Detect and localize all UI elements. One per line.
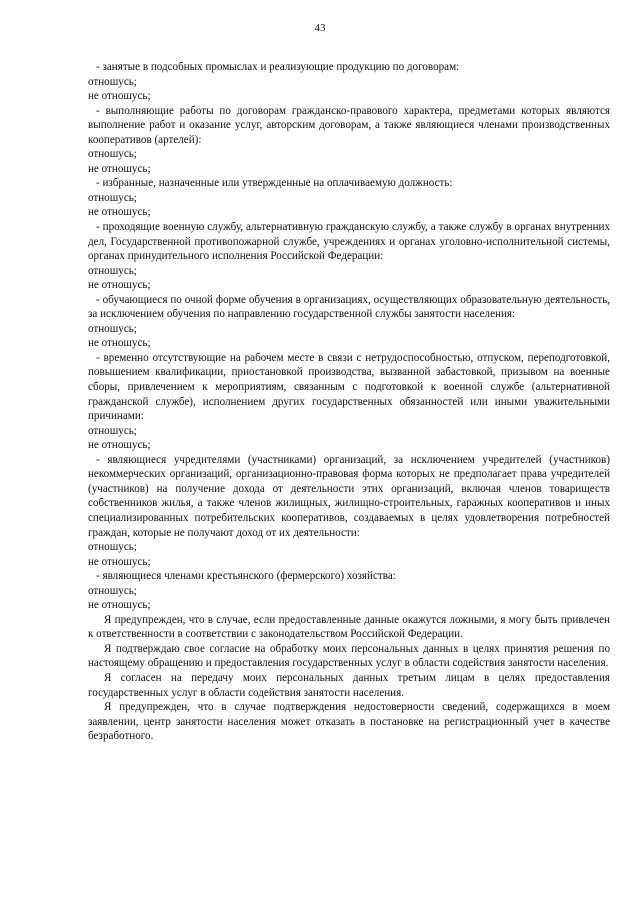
- option-not-applies: не отношусь;: [88, 162, 151, 175]
- option-not-applies: не отношусь;: [88, 206, 151, 219]
- statement-liability: Я предупрежден, что в случае, если предоставленные данные окажутся ложными, я могу быть привлечен к ответственности в соответствии с законодательством Российской Федерации.: [88, 613, 610, 641]
- option-not-applies: не отношусь;: [88, 439, 151, 452]
- statement-data-consent: Я подтверждаю свое согласие на обработку моих персональных данных в целях принятия решения по настоящему обращению и предоставления государственных услуг в области содействия занятости населения.: [88, 642, 610, 670]
- category-item: - обучающиеся по очной форме обучения в организациях, осуществляющих образовательную деятельность, за исключением обучения по направлению государственной службы занятости населения:: [88, 293, 610, 321]
- option-not-applies: не отношусь;: [88, 599, 151, 612]
- option-applies: отношусь;: [88, 541, 137, 554]
- document-body: [88, 60, 610, 744]
- category-item: - проходящие военную службу, альтернативную гражданскую службу, а также службу в органах внутренних дел, Государственной противопожарной службе, учреждениях и органах уголовно-исполнительной системы, органах принудительного исполнения Российской Федерации:: [88, 221, 610, 263]
- option-applies: отношусь;: [88, 264, 137, 277]
- category-item: - выполняющие работы по договорам гражданско-правового характера, предметами которых являются выполнение работ и оказание услуг, авторским договорам, а также являющиеся членами производственных кооперативов (артелей):: [88, 104, 610, 146]
- category-item: - избранные, назначенные или утвержденные на оплачиваемую должность:: [96, 177, 453, 190]
- option-applies: отношусь;: [88, 322, 137, 335]
- option-not-applies: не отношусь;: [88, 90, 151, 103]
- category-item: - являющиеся членами крестьянского (фермерского) хозяйства:: [96, 570, 396, 583]
- option-not-applies: не отношусь;: [88, 279, 151, 292]
- option-applies: отношусь;: [88, 75, 137, 88]
- category-item: - временно отсутствующие на рабочем месте в связи с нетрудоспособностью, отпуском, переподготовкой, повышением квалификации, приостановкой производства, вызванной забастовкой, призывом на военные сборы, привлечением к мероприятиям, связанным с подготовкой к военной службе (альтернативной гражданской службе), исполнением других государственных обязанностей или иными уважительными причинами:: [88, 351, 610, 423]
- option-applies: отношусь;: [88, 148, 137, 161]
- statement-third-party-consent: Я согласен на передачу моих персональных данных третьим лицам в целях предоставления государственных услуг в области содействия занятости населения.: [88, 671, 610, 699]
- page-number: 43: [314, 22, 326, 34]
- statement-refusal-warning: Я предупрежден, что в случае подтверждения недостоверности сведений, содержащихся в моем заявлении, центр занятости населения может отказать в постановке на регистрационный учет в качестве безработного.: [88, 701, 610, 743]
- option-applies: отношусь;: [88, 584, 137, 597]
- option-applies: отношусь;: [88, 191, 137, 204]
- option-not-applies: не отношусь;: [88, 337, 151, 350]
- option-applies: отношусь;: [88, 424, 137, 437]
- option-not-applies: не отношусь;: [88, 555, 151, 568]
- category-item: - занятые в подсобных промыслах и реализующие продукцию по договорам:: [96, 61, 460, 73]
- category-item: - являющиеся учредителями (участниками) организаций, за исключением учредителей (участников) некоммерческих организаций, организационно-правовая форма которых не предполагает права учредителей (участников) на получение дохода от деятельности этих организаций, включая членов товариществ собственников жилья, а также членов жилищных, жилищно-строительных, гаражных кооперативов и иных специализированных потребительских кооперативов, создаваемых в целях удовлетворения потребностей граждан, которые не получают доход от их деятельности:: [88, 453, 610, 539]
